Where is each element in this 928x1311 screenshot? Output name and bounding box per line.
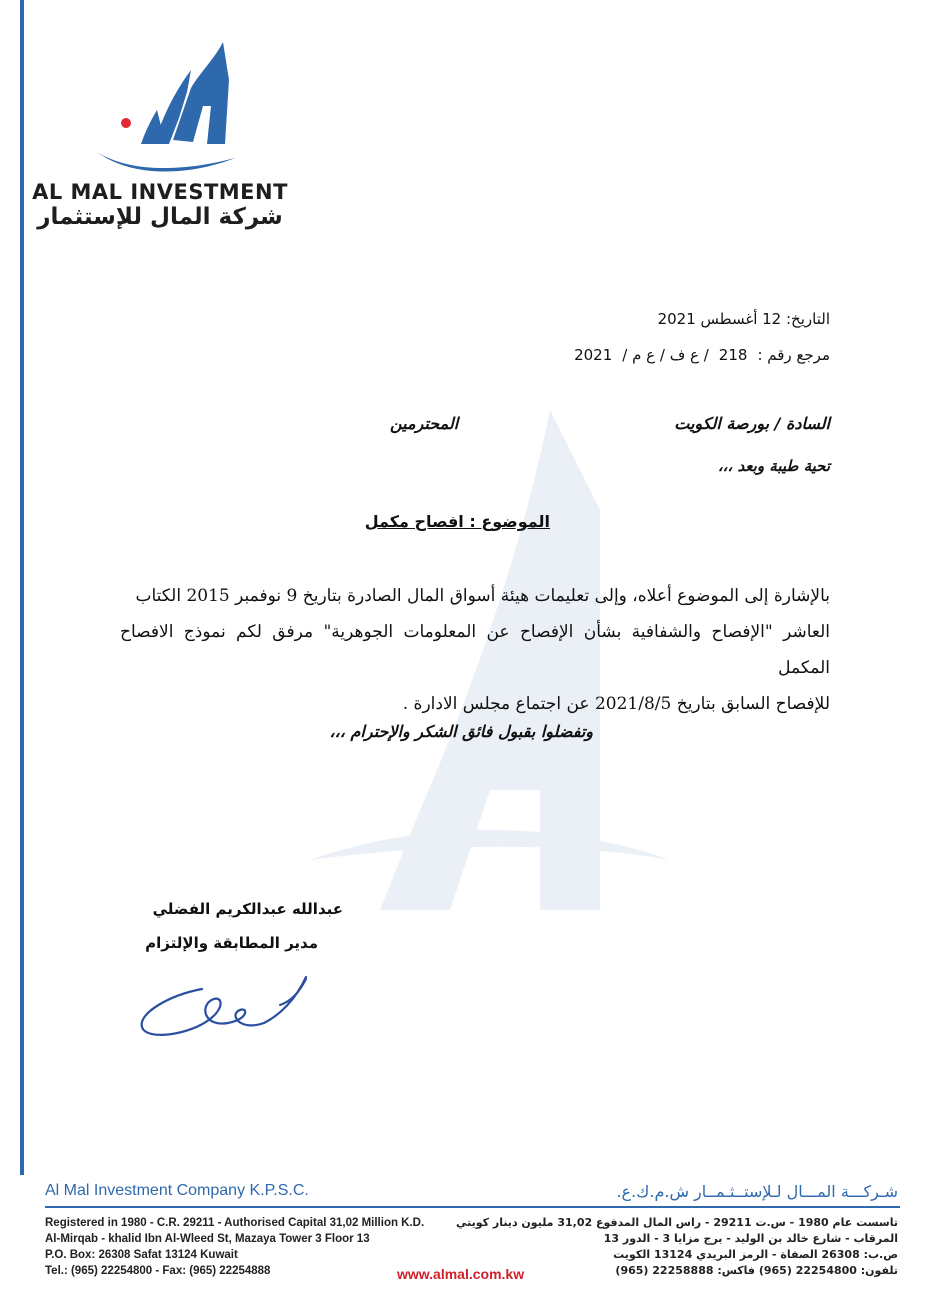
footer-line-ar: تلفون: 22254800 (965) فاكس: 22258888 (965) — [615, 1264, 898, 1277]
reference-code: / ع ف / ع م / — [622, 346, 709, 364]
footer-line-en: Tel.: (965) 22254800 - Fax: (965) 22254888 — [45, 1265, 271, 1277]
body-line: بالإشارة إلى الموضوع أعلاه، وإلى تعليمات هيئة أسواق المال الصادرة بتاريخ 9 نوفمبر 2015 الكتاب — [135, 586, 830, 606]
footer-line-en: P.O. Box: 26308 Safat 13124 Kuwait — [45, 1249, 238, 1261]
recipient: السادة / بورصة الكويت — [674, 414, 830, 433]
letter-body — [120, 578, 830, 722]
footer-details-en — [45, 1215, 424, 1279]
closing-line: وتفضلوا بقبول فائق الشكر والإحترام ،،، — [329, 722, 593, 741]
recipient-honorific: المحترمين — [390, 414, 459, 433]
website-link[interactable]: www.almal.com.kw — [397, 1266, 525, 1282]
reference-label: مرجع رقم : — [757, 346, 830, 364]
logo-name-ar: شركة المال للإستثمار — [37, 204, 283, 230]
letter-date: التاريخ: 12 أغسطس 2021 — [657, 310, 830, 328]
body-line: للإفصاح السابق بتاريخ 2021/8/5 عن اجتماع مجلس الادارة . — [402, 694, 830, 714]
footer-company-name-en: Al Mal Investment Company K.P.S.C. — [45, 1182, 309, 1199]
footer-line-ar: ص.ب: 26308 الصفاة - الرمز البريدي 13124 الكويت — [613, 1248, 898, 1261]
logo-name-en: AL MAL INVESTMENT — [32, 180, 288, 204]
body-line: العاشر "الإفصاح والشفافية بشأن الإفصاح عن المعلومات الجوهرية" مرفق لكم نموذج الافصاح المكمل — [120, 622, 830, 678]
footer-line-en: Registered in 1980 - C.R. 29211 - Authorised Capital 31,02 Million K.D. — [45, 1217, 425, 1229]
reference-number — [574, 346, 830, 364]
reference-number-value: 218 — [718, 346, 748, 364]
reference-year: 2021 — [574, 346, 613, 364]
footer-line-ar: تاسست عام 1980 - س.ت 29211 - راس المال المدفوع 31,02 مليون دينار كويتي — [455, 1216, 898, 1229]
greeting: تحية طيبة وبعد ،،، — [717, 457, 830, 475]
footer-company-name-ar: شـركـــة المـــال لـلإستــثـمــار ش.م.ك.ع. — [616, 1182, 898, 1201]
footer-line-en: Al-Mirqab - khalid Ibn Al-Wleed St, Mazaya Tower 3 Floor 13 — [45, 1233, 370, 1245]
signatory-name: عبدالله عبدالكريم الفضلي — [152, 900, 343, 918]
handwritten-signature — [130, 965, 315, 1045]
signatory-title: مدير المطابقة والإلتزام — [145, 934, 318, 952]
left-margin-rule — [20, 0, 24, 1175]
footer-line-ar: المرقاب - شارع خالد بن الوليد - برج مزايا 3 - الدور 13 — [603, 1232, 898, 1245]
company-logo-icon — [95, 40, 245, 180]
footer-divider — [45, 1206, 900, 1208]
subject-line: الموضوع : افصاح مكمل — [364, 512, 550, 531]
